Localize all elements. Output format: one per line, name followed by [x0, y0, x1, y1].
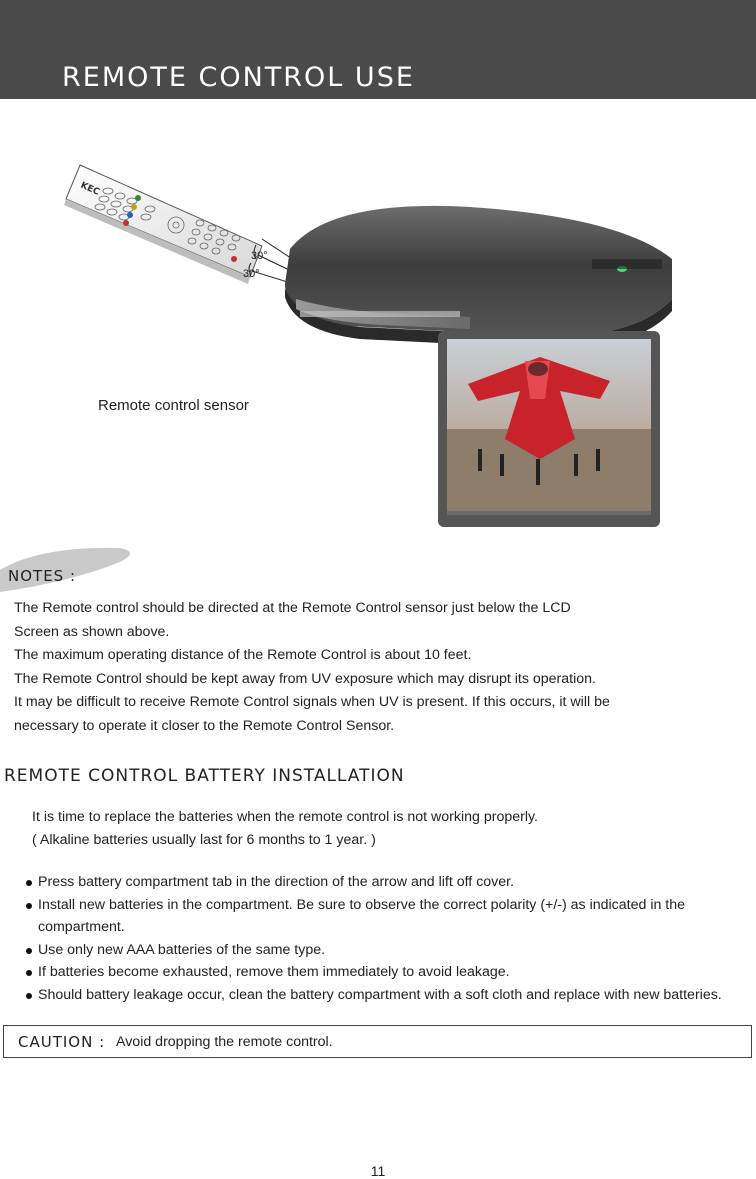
lcd-screen: [438, 331, 660, 527]
monitor-and-remote-drawing: [0, 99, 756, 539]
battery-intro: [32, 806, 538, 852]
bullet-icon: [26, 948, 32, 954]
remote-brand-label: KEC: [78, 180, 101, 198]
notes-line: The Remote control should be directed at the Remote Control sensor just below the LCD: [14, 600, 571, 616]
notes-heading: NOTES :: [8, 567, 77, 585]
list-item: [26, 984, 756, 1007]
list-item-text: Press battery compartment tab in the direction of the arrow and lift off cover.: [38, 874, 515, 890]
caution-box: [3, 1025, 752, 1058]
remote-control-drawing: [64, 165, 262, 284]
battery-instructions-list: [26, 871, 756, 1006]
bullet-icon: [26, 903, 32, 909]
caution-heading: CAUTION :: [18, 1033, 106, 1051]
notes-line: The maximum operating distance of the Remote Control is about 10 feet.: [14, 647, 472, 663]
caution-text: Avoid dropping the remote control.: [116, 1034, 333, 1050]
notes-line: It may be difficult to receive Remote Control signals when UV is present. If this occurs, it will be: [14, 694, 610, 710]
bullet-icon: [26, 993, 32, 999]
list-item-text: Should battery leakage occur, clean the battery compartment with a soft cloth and replace with new batteries.: [38, 986, 722, 1003]
list-item: [26, 894, 756, 939]
bullet-icon: [26, 970, 32, 976]
notes-line: Screen as shown above.: [14, 623, 170, 640]
intro-line: It is time to replace the batteries when the remote control is not working properly.: [32, 809, 538, 825]
intro-line: ( Alkaline batteries usually last for 6 months to 1 year. ): [32, 832, 376, 848]
angle-label-bottom: 30°: [243, 268, 260, 280]
page-number: 11: [370, 1163, 386, 1179]
list-item-text: If batteries become exhausted, remove them immediately to avoid leakage.: [38, 964, 510, 980]
list-item-text: Use only new AAA batteries of the same type.: [38, 941, 326, 958]
list-item: [26, 871, 756, 894]
monitor-housing: [285, 206, 672, 349]
bullet-icon: [26, 880, 32, 886]
list-item-text: Install new batteries in the compartment. Be sure to observe the correct polarity (+/-) as indicated in the compartment.: [38, 896, 686, 935]
notes-line: The Remote Control should be kept away from UV exposure which may disrupt its operation.: [14, 670, 596, 687]
remote-sensor-illustration: [0, 99, 756, 539]
notes-body: [14, 597, 714, 738]
angle-label-top: 30°: [251, 250, 268, 262]
page-title: REMOTE CONTROL USE: [62, 62, 415, 93]
list-item: [26, 939, 756, 962]
battery-section-heading: REMOTE CONTROL BATTERY INSTALLATION: [4, 766, 405, 786]
page-header: [0, 0, 756, 99]
sensor-callout-label: Remote control sensor: [98, 397, 249, 414]
list-item: [26, 961, 756, 984]
notes-line: necessary to operate it closer to the Remote Control Sensor.: [14, 717, 395, 734]
